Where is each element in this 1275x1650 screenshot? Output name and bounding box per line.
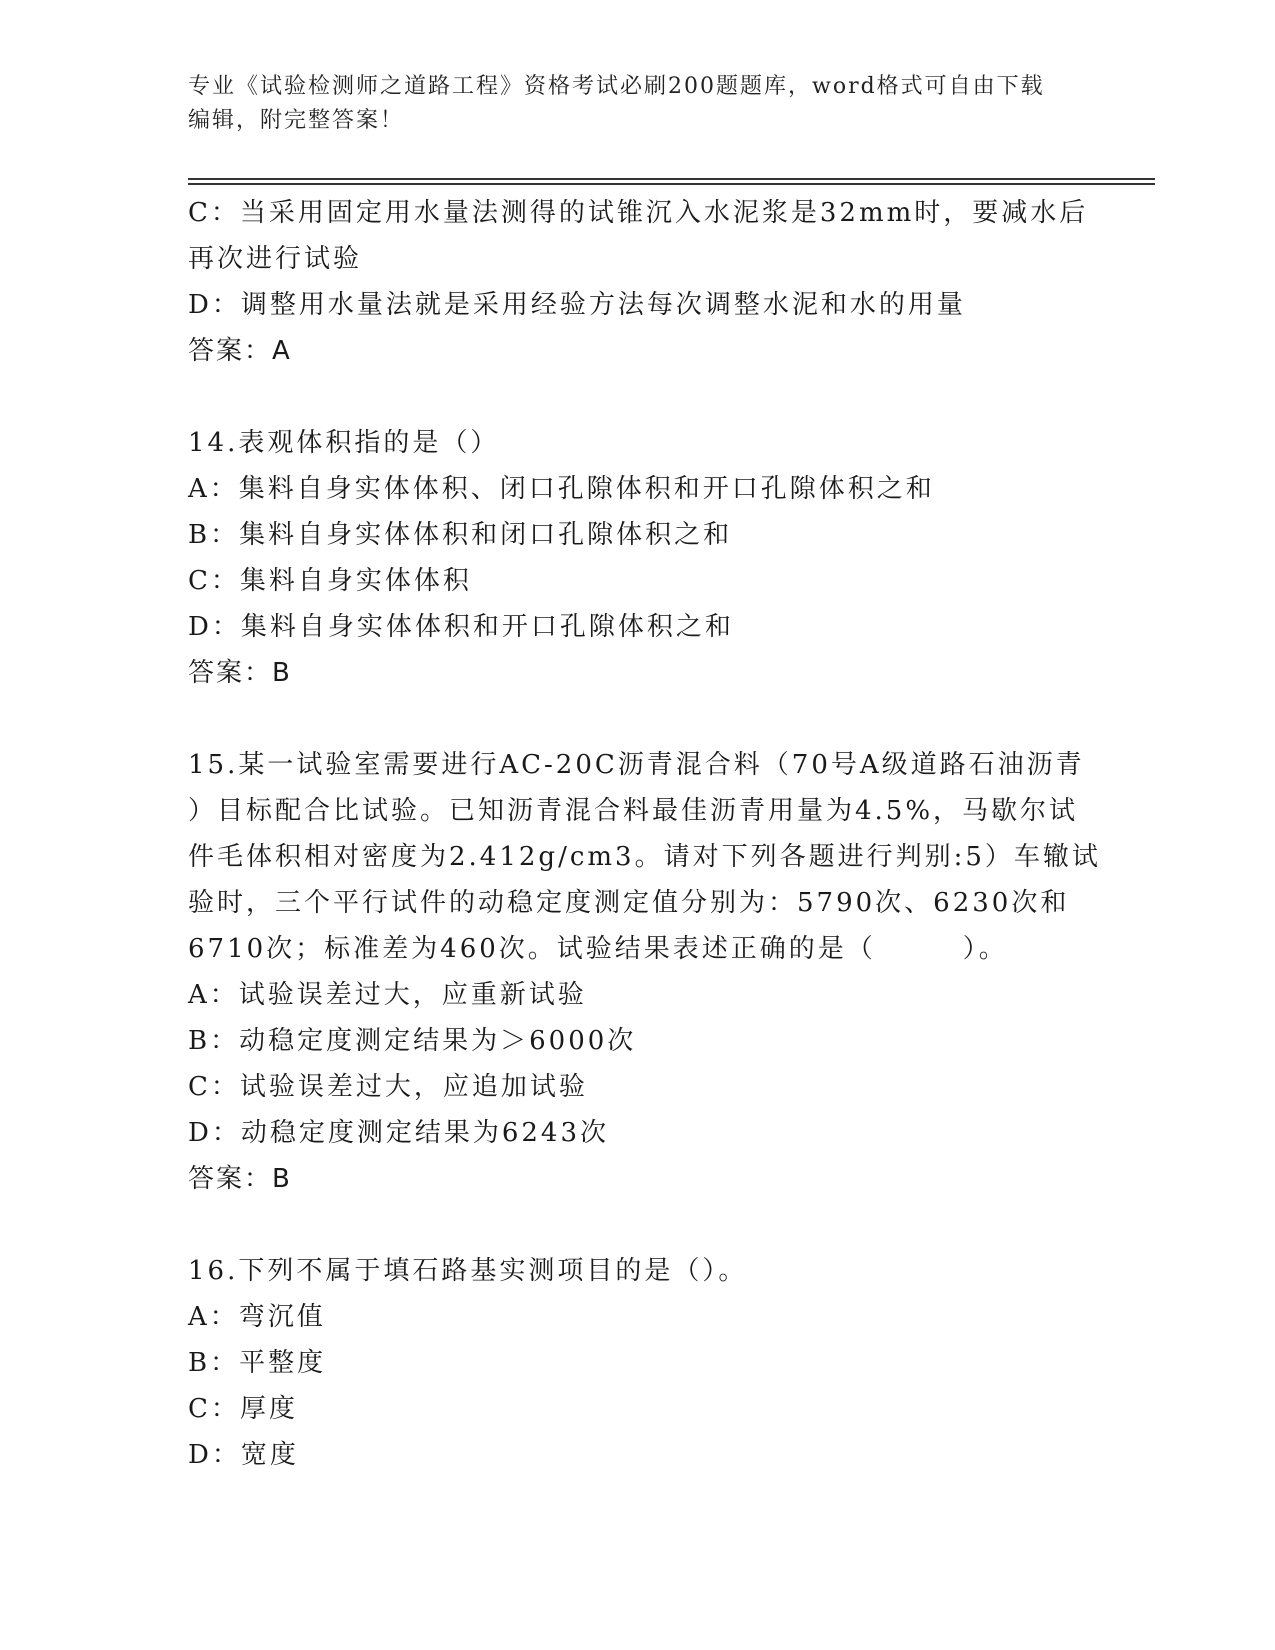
question-text-line: 验时，三个平行试件的动稳定度测定值分别为：5790次、6230次和 — [188, 888, 1070, 918]
option-d: D：动稳定度测定结果为6243次 — [188, 1118, 610, 1148]
option-c: C：当采用固定用水量法测得的试锥沉入水泥浆是32mm时，要减水后 — [188, 198, 1089, 228]
question-text-line: 件毛体积相对密度为2.412g/cm3。请对下列各题进行判别:5）车辙试 — [188, 842, 1101, 872]
question-14 — [188, 420, 1078, 696]
document-header — [188, 70, 1068, 138]
option-d: D：集料自身实体体积和开口孔隙体积之和 — [188, 612, 734, 642]
question-text: 16.下列不属于填石路基实测项目的是（）。 — [188, 1256, 748, 1286]
option-c-continued: 再次进行试验 — [188, 244, 363, 274]
question-text-line: 15.某一试验室需要进行AC-20C沥青混合料（70号A级道路石油沥青 — [188, 750, 1085, 780]
header-divider-top — [188, 178, 1155, 180]
option-a: A：弯沉值 — [188, 1302, 326, 1332]
question-list — [188, 190, 1101, 1478]
option-c: C：集料自身实体体积 — [188, 566, 472, 596]
question-16 — [188, 1248, 1078, 1478]
answer: 答案：B — [188, 1164, 292, 1194]
question-text-line: 6710次；标准差为460次。试验结果表述正确的是（ ）。 — [188, 934, 1008, 964]
header-line-2: 编辑，附完整答案！ — [188, 108, 405, 133]
header-divider-bottom — [188, 183, 1155, 185]
option-c: C：试验误差过大，应追加试验 — [188, 1072, 588, 1102]
question-13 — [188, 190, 1089, 374]
option-d: D：宽度 — [188, 1440, 299, 1470]
answer: 答案：B — [188, 658, 292, 688]
option-c: C：厚度 — [188, 1394, 298, 1424]
header-line-1: 专业《试验检测师之道路工程》资格考试必刷200题题库，word格式可自由下载 — [188, 74, 1045, 99]
option-b: B：集料自身实体体积和闭口孔隙体积之和 — [188, 520, 733, 550]
option-b: B：平整度 — [188, 1348, 327, 1378]
option-a: A：试验误差过大，应重新试验 — [188, 980, 587, 1010]
answer: 答案：A — [188, 336, 292, 366]
question-15 — [188, 742, 1101, 1202]
option-b: B：动稳定度测定结果为＞6000次 — [188, 1026, 637, 1056]
option-a: A：集料自身实体体积、闭口孔隙体积和开口孔隙体积之和 — [188, 474, 935, 504]
option-d: D：调整用水量法就是采用经验方法每次调整水泥和水的用量 — [188, 290, 966, 320]
question-text: 14.表观体积指的是（） — [188, 428, 500, 458]
question-text-line: ）目标配合比试验。已知沥青混合料最佳沥青用量为4.5%，马歇尔试 — [188, 796, 1079, 826]
